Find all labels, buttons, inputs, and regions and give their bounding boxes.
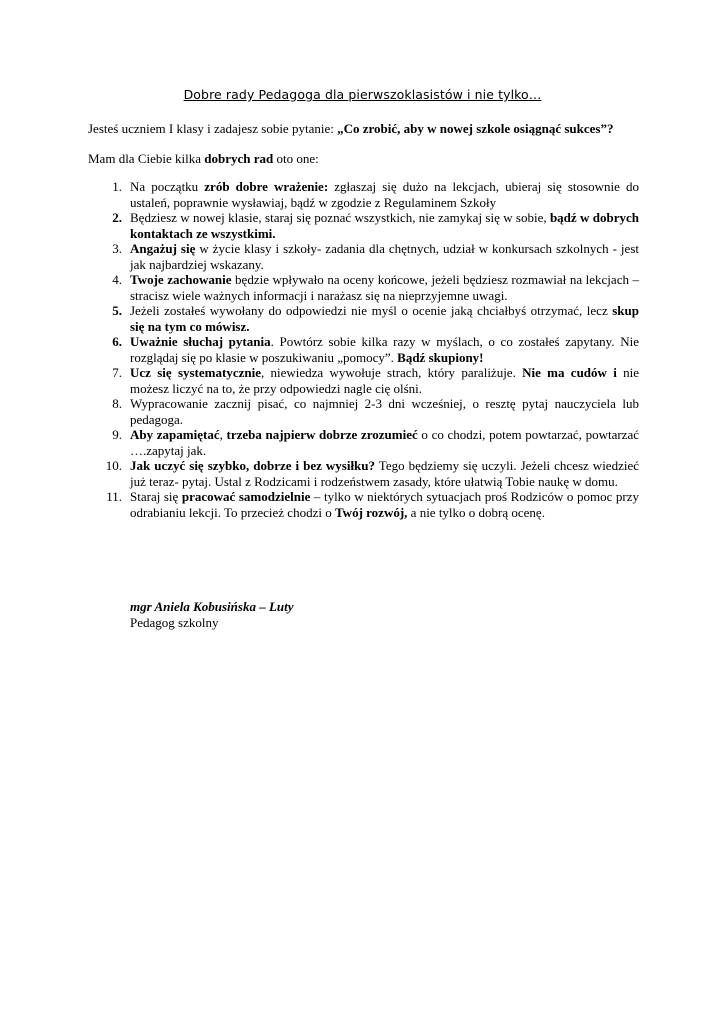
item-number: 10. <box>105 458 122 473</box>
item-text: a nie tylko o dobrą ocenę. <box>407 504 545 520</box>
list-item <box>88 179 639 210</box>
item-number: 4. <box>112 272 122 287</box>
item-bold: pracować samodzielnie <box>181 489 311 504</box>
item-text: w życie klasy i szkoły- zadania dla chętnych, udział w konkursach szkolnych - jest jak najbardziej wskazany. <box>130 241 639 272</box>
item-bold: Angażuj się <box>130 241 196 256</box>
advice-list <box>88 179 639 520</box>
list-item <box>88 272 639 303</box>
item-text: Tego będziemy się uczyli. Jeżeli chcesz wiedzieć już teraz- pytaj. Ustal z Rodzicami i rodzeństwem zasady, które ułatwią Tobie naukę w domu. <box>130 458 639 489</box>
intro-question: „Co zrobić, aby w nowej szkole osiągnąć sukces”? <box>337 121 614 136</box>
list-item <box>88 458 639 489</box>
signature-name: mgr Aniela Kobusińska – Luty <box>130 599 294 614</box>
item-text: o co chodzi, potem powtarzać, powtarzać ….zapytaj jak. <box>130 427 639 458</box>
item-bold: bądź w dobrych kontaktach ze wszystkimi. <box>130 210 639 241</box>
item-text: Staraj się <box>130 489 182 504</box>
item-bold: Uważnie słuchaj pytania <box>130 334 271 349</box>
list-item <box>88 210 639 241</box>
signature-block <box>130 599 294 630</box>
item-number: 9. <box>112 427 122 442</box>
item-bold: Twoje zachowanie <box>130 272 232 287</box>
item-text: nie możesz liczyć na to, że przy odpowiedzi nagle cię olśni. <box>130 365 639 396</box>
item-bold: Ucz się systematycznie <box>130 365 261 380</box>
item-number: 5. <box>112 303 122 318</box>
item-text: Jeżeli zostałeś wywołany do odpowiedzi nie myśl o ocenie jaką chciałbyś otrzymać, lecz <box>130 303 613 318</box>
item-text: będzie wpływało na oceny końcowe, jeżeli będziesz rozmawiał na lekcjach – stracisz wiele ważnych informacji i narażasz się na nieprzyjemne uwagi. <box>130 272 640 303</box>
list-item <box>88 241 639 272</box>
item-bold: Nie ma cudów i <box>522 365 617 380</box>
list-item <box>88 427 639 458</box>
item-bold: zrób dobre wrażenie: <box>204 179 329 194</box>
intro2-post: oto one: <box>273 151 319 166</box>
intro2-pre: Mam dla Ciebie kilka <box>88 151 205 166</box>
item-bold: trzeba najpierw dobrze zrozumieć <box>226 427 418 442</box>
item-text: zgłaszaj się dużo na lekcjach, ubieraj się stosownie do ustaleń, poprawnie wysławiaj, bądź w zgodzie z Regulaminem Szkoły <box>130 179 639 210</box>
list-item <box>88 489 639 520</box>
item-number: 11. <box>106 489 122 504</box>
item-number: 6. <box>112 334 122 349</box>
list-item <box>88 303 639 334</box>
intro-paragraph <box>88 121 648 137</box>
item-text: – tylko w niektórych sytuacjach proś Rodziców o pomoc przy odrabianiu lekcji. To przecież chodzi o <box>130 489 640 520</box>
item-bold: Bądź skupiony! <box>397 349 484 365</box>
item-text: Na początku <box>130 179 205 194</box>
intro-text: Jesteś uczniem I klasy i zadajesz sobie pytanie: <box>88 121 338 136</box>
item-text: Będziesz w nowej klasie, staraj się poznać wszystkich, nie zamykaj się w sobie, <box>130 210 550 225</box>
list-item <box>88 396 639 427</box>
item-bold: Aby zapamiętać <box>130 427 220 442</box>
item-bold: skup się na tym co mówisz. <box>130 303 639 334</box>
item-number: 3. <box>112 241 122 256</box>
document-title: Dobre rady Pedagoga dla pierwszoklasistów i nie tylko… <box>183 87 542 102</box>
item-number: 7. <box>112 365 122 380</box>
signature-role: Pedagog szkolny <box>130 614 219 630</box>
list-item <box>88 334 639 365</box>
item-bold: Twój rozwój, <box>334 504 408 520</box>
item-bold: Jak uczyć się szybko, dobrze i bez wysiłku? <box>130 458 376 473</box>
intro-advice-line <box>88 151 648 167</box>
item-number: 2. <box>112 210 122 225</box>
intro2-bold: dobrych rad <box>204 151 274 166</box>
item-number: 1. <box>112 179 122 194</box>
item-number: 8. <box>112 396 122 411</box>
item-text: , niewiedza wywołuje strach, który paraliżuje. <box>260 365 523 380</box>
item-text: . Powtórz sobie kilka razy w myślach, o co zostałeś zapytany. Nie rozglądaj się po klasie w poszukiwaniu „pomocy”. <box>130 334 639 365</box>
list-item <box>88 365 639 396</box>
item-text: Wypracowanie zacznij pisać, co najmniej 2-3 dni wcześniej, o resztę pytaj nauczyciela lub pedagoga. <box>130 396 639 427</box>
item-text: , <box>219 427 227 442</box>
